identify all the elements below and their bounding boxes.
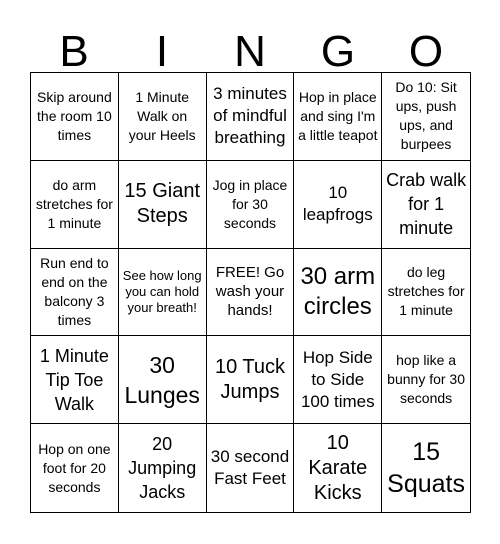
cell-text: 10 Tuck Jumps [214, 355, 286, 403]
bingo-cell[interactable] [119, 424, 207, 512]
cell-text: 15 Giant Steps [124, 180, 200, 228]
bingo-cell[interactable] [31, 424, 119, 512]
bingo-cell[interactable] [294, 249, 382, 337]
bingo-cell[interactable] [119, 249, 207, 337]
cell-text: Hop on one foot for 20 seconds [38, 440, 111, 495]
cell-text: Do 10: Sit ups, push ups, and burpees [395, 79, 457, 153]
cell-text: Jog in place for 30 seconds [212, 176, 288, 231]
cell-text: Skip around the room 10 times [37, 88, 112, 143]
cell-text: do leg stretches for 1 minute [387, 264, 465, 319]
cell-text: hop like a bunny for 30 seconds [387, 352, 466, 407]
cell-text: 1 Minute Walk on your Heels [128, 88, 196, 143]
bingo-cell[interactable] [294, 73, 382, 161]
cell-text: 1 Minute Tip Toe Walk [39, 345, 109, 414]
bingo-cell[interactable] [31, 73, 119, 161]
bingo-cell[interactable] [382, 161, 470, 249]
free-space-cell[interactable] [207, 249, 295, 337]
header-letter-g: G [320, 27, 356, 76]
cell-text: Run end to end on the balcony 3 times [40, 254, 109, 328]
bingo-cell[interactable] [119, 161, 207, 249]
cell-text: 3 minutes of mindful breathing [213, 84, 287, 148]
bingo-board [30, 72, 471, 513]
cell-text: do arm stretches for 1 minute [35, 176, 113, 231]
bingo-cell[interactable] [31, 249, 119, 337]
bingo-cell[interactable] [382, 336, 470, 424]
cell-text: 30 arm circles [300, 262, 376, 320]
cell-text: See how long you can hold your breath! [122, 267, 202, 315]
cell-text: 30 second Fast Feet [210, 447, 290, 489]
bingo-cell[interactable] [294, 161, 382, 249]
cell-text: 30 Lunges [124, 351, 200, 408]
bingo-cell[interactable] [294, 336, 382, 424]
header-letter-b: B [59, 27, 89, 76]
bingo-cell[interactable] [207, 73, 295, 161]
bingo-cell[interactable] [382, 424, 470, 512]
bingo-cell[interactable] [382, 249, 470, 337]
cell-text: 10 Karate Kicks [308, 431, 368, 504]
header-letter-i: I [155, 27, 169, 76]
cell-text: Crab walk for 1 minute [386, 170, 467, 239]
cell-text: Hop in place and sing I'm a little teapot [298, 88, 378, 143]
cell-text: FREE! Go wash your hands! [215, 264, 285, 320]
bingo-cell[interactable] [119, 73, 207, 161]
bingo-cell[interactable] [31, 336, 119, 424]
bingo-cell[interactable] [294, 424, 382, 512]
bingo-cell[interactable] [207, 336, 295, 424]
cell-text: 20 Jumping Jacks [128, 434, 197, 503]
bingo-cell[interactable] [207, 161, 295, 249]
bingo-cell[interactable] [31, 161, 119, 249]
bingo-cell[interactable] [382, 73, 470, 161]
bingo-cell[interactable] [207, 424, 295, 512]
header-letter-o: O [408, 27, 444, 76]
header-letter-n: N [234, 27, 266, 76]
bingo-cell[interactable] [119, 336, 207, 424]
cell-text: 10 leapfrogs [302, 183, 373, 225]
cell-text: Hop Side to Side 100 times [300, 347, 375, 411]
cell-text: 15 Squats [387, 438, 466, 499]
